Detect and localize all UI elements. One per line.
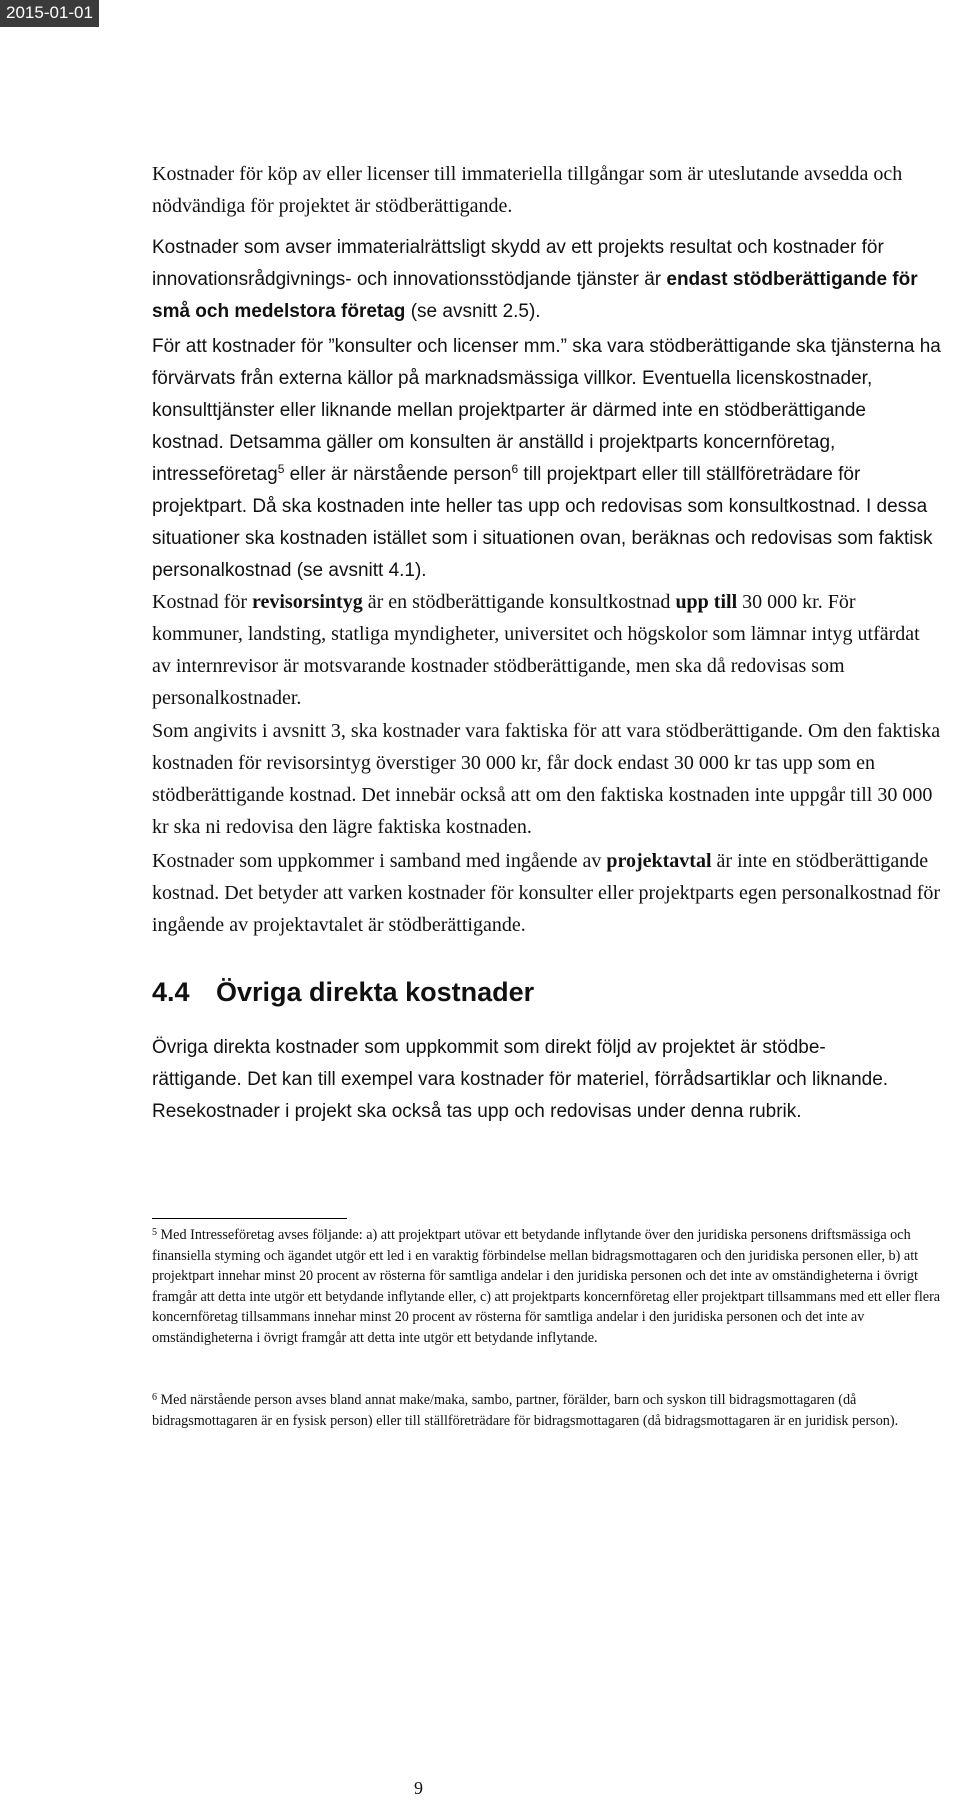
paragraph-text: Som angivits i avsnitt 3, ska kostnader vara faktiska för att vara stödberättigande. Om den faktiska kostnaden för revisorsintyg överstiger 30 000 kr, får dock endast 30 000 kr tas upp som en stödberättigande kostnad. Det innebär också att om den faktiska kostnaden inte uppgår till 30 000 kr ska ni redovisa den lägre faktiska kostnaden. (152, 720, 941, 838)
paragraph-actual-costs (152, 715, 942, 843)
footnote-number: 5 (152, 1227, 157, 1238)
paragraph-text: rättigande. Det kan till exempel vara kostnader för materiel, förrådsartiklar och liknande. Resekostnader i projekt ska också tas upp och redovisas under denna rubrik. (152, 1069, 889, 1122)
page-number: 9 (414, 1778, 423, 1798)
footnote-text: Med Intresseföretag avses följande: a) att projektpart utövar ett betydande inflytande över den juridiska personens driftsmässiga och finansiella styming och ägandet utgör ett led i en varaktig förbindelse mellan bidragsmottagaren och den juridiska personen eller, b) att projektpart innehar minst 20 procent av rösterna för samtliga andelar i den juridiska personen och det inte av omständigheterna i övrigt framgår att detta inte utgör ett betydande inflytande eller, c) att projektparts koncernföretag eller projektpart tillsammans med ett eller flera koncernföretag tillsammans innehar minst 20 procent av rösterna för samtliga andelar i den juridiska personen och det inte av omständigheterna i övrigt framgår att detta inte utgör ett betydande inflytande. (152, 1227, 941, 1346)
footnote-5 (152, 1225, 942, 1348)
footnote-text: Med närstående person avses bland annat make/maka, sambo, partner, förälder, barn och syskon till bidragsmottagaren (då bidragsmottagaren är en fysisk person) eller till ställföreträdare för bidragsmottagaren (då bidragsmottagaren är en juridisk person). (152, 1392, 899, 1429)
bold-text: endast stödberättigande för små och medelstora företag (152, 269, 918, 322)
bold-text: revisorsintyg (251, 591, 363, 613)
footnote-ref-6[interactable]: 6 (511, 462, 519, 476)
section-title: Övriga direkta kostnader (216, 977, 535, 1007)
paragraph-text: 30 000 kr. För kommuner, landsting, statliga myndigheter, universitet och högskolor som lämnar intyg utfärdat av internrevisor är motsvarande kostnader stödberättigande, men ska då redovisas som personalkostnader. (152, 591, 920, 709)
paragraph-project-agreement (152, 845, 942, 941)
bold-text: upp till (675, 591, 738, 613)
section-number: 4.4 (152, 977, 190, 1007)
paragraph-text: (se avsnitt 2.5). (405, 301, 541, 322)
footnote-number: 6 (152, 1392, 157, 1403)
paragraph-audit-certificate (152, 586, 942, 714)
paragraph-text: eller är närstående person (284, 464, 512, 485)
bold-text: projektavtal (606, 850, 712, 872)
footnote-6 (152, 1390, 942, 1431)
section-heading (152, 975, 534, 1009)
paragraph-text: till projektpart eller till ställföreträdare för projektpart. Då ska kostnaden inte heller tas upp och redovisas som konsultkostnad. I dessa situationer ska kostnaden istället som i situationen ovan, beräknas och redovisas som faktisk personalkostnad (se avsnitt 4.1). (152, 464, 933, 581)
paragraph-text: Kostnader som uppkommer i samband med ingående av (152, 850, 607, 872)
paragraph-text: är en stödberättigande konsultkostnad (362, 591, 676, 613)
paragraph-intangible-assets (152, 158, 942, 222)
date-tag: 2015-01-01 (0, 0, 99, 27)
paragraph-consultants (152, 331, 942, 587)
paragraph-text: Kostnad för (152, 591, 252, 613)
footnote-separator (152, 1218, 347, 1219)
paragraph-text: För att kostnader för ”konsulter och licenser mm.” ska vara stödberättigande ska tjänsterna ha förvärvats från externa källor på marknadsmässiga villkor. Eventuella licenskostnader, konsulttjänster eller liknande mellan projektparter är därmed inte en stödberättigande kostnad. Detsamma gäller om konsulten är anställd i projektparts koncernföretag, intresseföretag (152, 336, 941, 485)
footnote-ref-5[interactable]: 5 (277, 462, 285, 476)
paragraph-text: Kostnader för köp av eller licenser till immateriella tillgångar som är uteslutande avsedda och nödvändiga för projektet är stödberättigande. (152, 163, 903, 217)
paragraph-text: är inte en stödberättigande kostnad. Det betyder att varken kostnader för konsulter eller projektparts egen personalkostnad för ingående av projektavtalet är stödberättigande. (152, 850, 941, 936)
paragraph-text: Kostnader som avser immaterialrättsligt skydd av ett projekts resultat och kostnader för innovationsrådgivnings- och innovationsstödjande tjänster är (152, 237, 884, 290)
paragraph-text: Övriga direkta kostnader som uppkommit som direkt följd av projektet är stödbe- (152, 1037, 826, 1058)
paragraph-other-direct-costs (152, 1032, 942, 1128)
paragraph-ip-protection (152, 232, 942, 328)
